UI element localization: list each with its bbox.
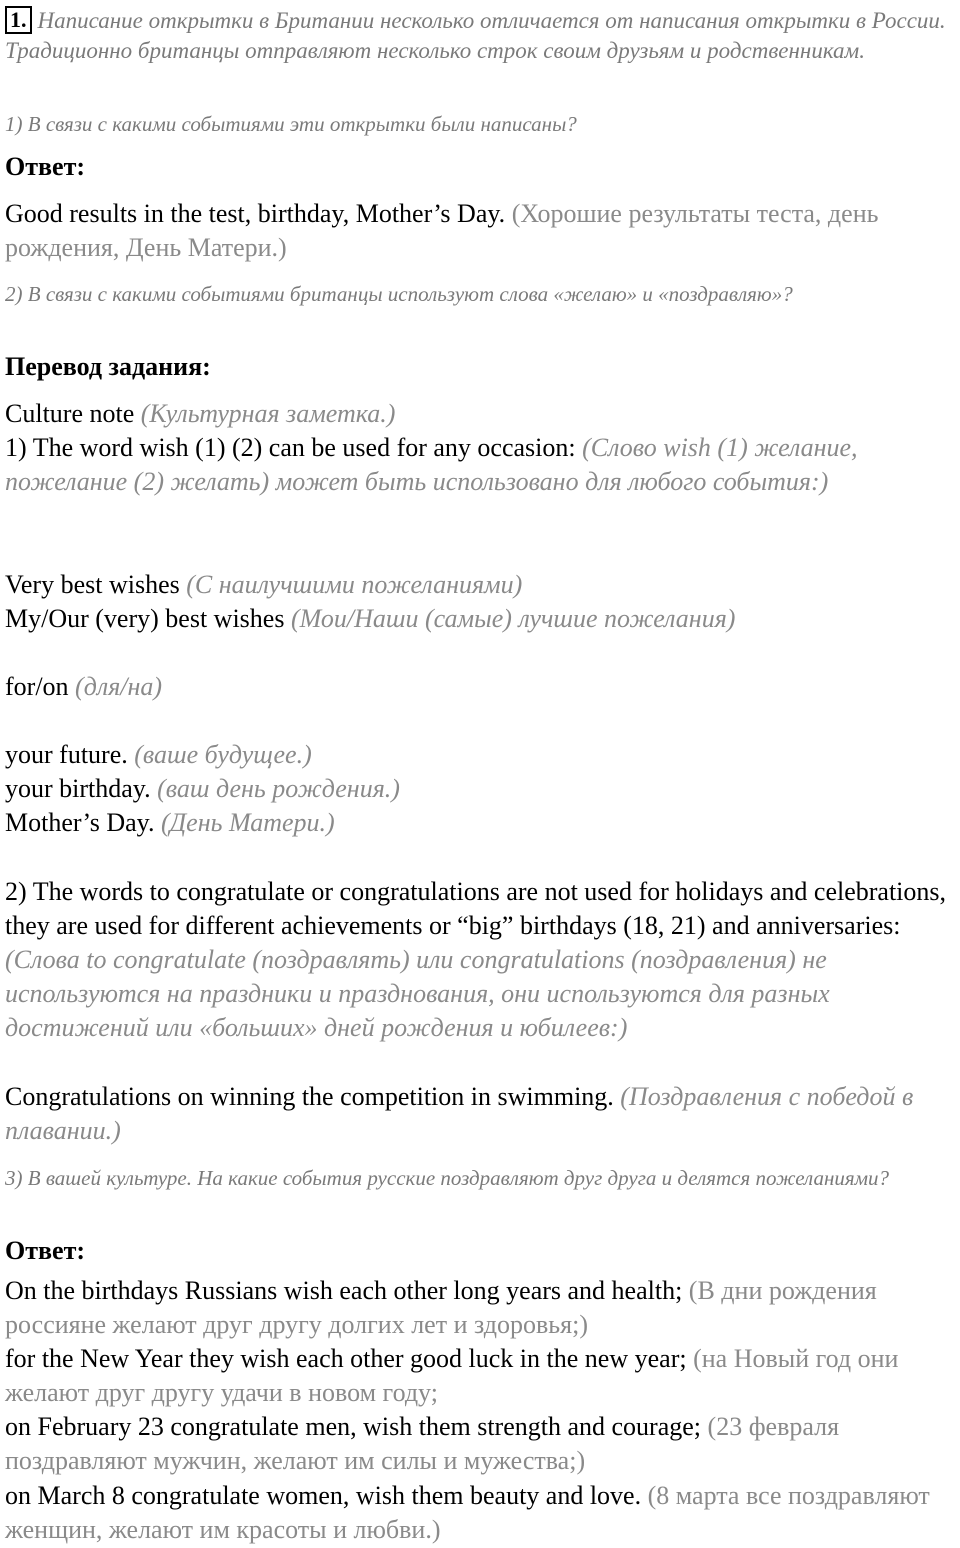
question-3: 3) В вашей культуре. На какие события русские поздравляют друг друга и делятся пожеланиями? (5, 1166, 890, 1190)
my-our-best-wishes-line (5, 602, 957, 636)
answer-3-line-2-ru: (на Новый год они желают друг другу удачи в новом году; (5, 1344, 899, 1407)
answer-3-line-3-ru: (23 февраля поздравляют мужчин, желают им силы и мужества;) (5, 1412, 840, 1475)
my-our-best-wishes-ru: (Мои/Наши (самые) лучшие пожелания) (290, 604, 736, 633)
answer-heading-2: Ответ: (5, 1236, 86, 1265)
answer-3-line-3-en: on February 23 congratulate men, wish them strength and courage; (5, 1412, 702, 1441)
paragraph-1 (5, 431, 957, 499)
task-intro (5, 6, 957, 66)
question-2: 2) В связи с какими событиями британцы используют слова «желаю» и «поздравляю»? (5, 282, 793, 306)
answer-3-line-4-ru: (8 марта все поздравляют женщин, желают им красоты и любви.) (5, 1481, 930, 1544)
answer-3-line-2 (5, 1342, 957, 1410)
paragraph-1-ru: (Слово wish (1) желание, пожелание (2) желать) может быть использовано для любого события:) (5, 433, 858, 496)
answer-3-line-1-ru: (В дни рождения россияне желают друг другу долгих лет и здоровья;) (5, 1276, 877, 1339)
culture-note-en: Culture note (5, 399, 135, 428)
congratulations-line (5, 1080, 957, 1148)
question-1: 1) В связи с какими событиями эти открытки были написаны? (5, 112, 577, 136)
answer-3-line-3 (5, 1410, 957, 1478)
very-best-wishes-ru: (С наилучшими пожеланиями) (186, 570, 523, 599)
culture-note (5, 397, 957, 431)
paragraph-2 (5, 875, 957, 1045)
congratulations-en: Congratulations on winning the competition in swimming. (5, 1082, 614, 1111)
paragraph-1-en: 1) The word wish (1) (2) can be used for any occasion: (5, 433, 576, 462)
answer-3-line-2-en: for the New Year they wish each other good luck in the new year; (5, 1344, 687, 1373)
my-our-best-wishes-en: My/Our (very) best wishes (5, 604, 285, 633)
for-on-ru: (для/на) (75, 672, 163, 701)
for-on-en: for/on (5, 672, 69, 701)
your-birthday-ru: (ваш день рождения.) (157, 774, 400, 803)
answer-3-line-4-en: on March 8 congratulate women, wish them beauty and love. (5, 1481, 642, 1510)
very-best-wishes-line (5, 568, 957, 602)
your-future-en: your future. (5, 740, 128, 769)
your-future-ru: (ваше будущее.) (134, 740, 312, 769)
for-on-line (5, 670, 957, 704)
congratulations-ru: (Поздравления с победой в плавании.) (5, 1082, 914, 1145)
answer-3-line-4 (5, 1479, 957, 1547)
answer-heading-1: Ответ: (5, 152, 86, 181)
your-birthday-line (5, 772, 957, 806)
mothers-day-en: Mother’s Day. (5, 808, 155, 837)
culture-note-ru: (Культурная заметка.) (140, 399, 396, 428)
answer-3-line-1 (5, 1274, 957, 1342)
paragraph-2-ru: (Слова to congratulate (поздравлять) или congratulations (поздравления) не используются на праздники и празднования, они используются для разных достижений или «больших» дней рождения и юбилеев:) (5, 945, 830, 1042)
answer-1-ru: (Хорошие результаты теста, день рождения, День Матери.) (5, 199, 879, 262)
your-future-line (5, 738, 957, 772)
task-intro-text: Написание открытки в Британии несколько отличается от написания открытки в России. Традиционно британцы отправляют несколько строк своим друзьям и родственникам. (5, 8, 946, 63)
task-number: 1. (5, 6, 32, 34)
mothers-day-ru: (День Матери.) (160, 808, 335, 837)
mothers-day-line (5, 806, 957, 840)
your-birthday-en: your birthday. (5, 774, 151, 803)
answer-3-line-1-en: On the birthdays Russians wish each other long years and health; (5, 1276, 683, 1305)
very-best-wishes-en: Very best wishes (5, 570, 180, 599)
translation-heading: Перевод задания: (5, 352, 211, 381)
answer-1-en: Good results in the test, birthday, Mother’s Day. (5, 199, 506, 228)
answer-1 (5, 197, 957, 265)
paragraph-2-en: 2) The words to congratulate or congratulations are not used for holidays and celebrations, they are used for different achievements or “big” birthdays (18, 21) and anniversaries: (5, 877, 947, 940)
